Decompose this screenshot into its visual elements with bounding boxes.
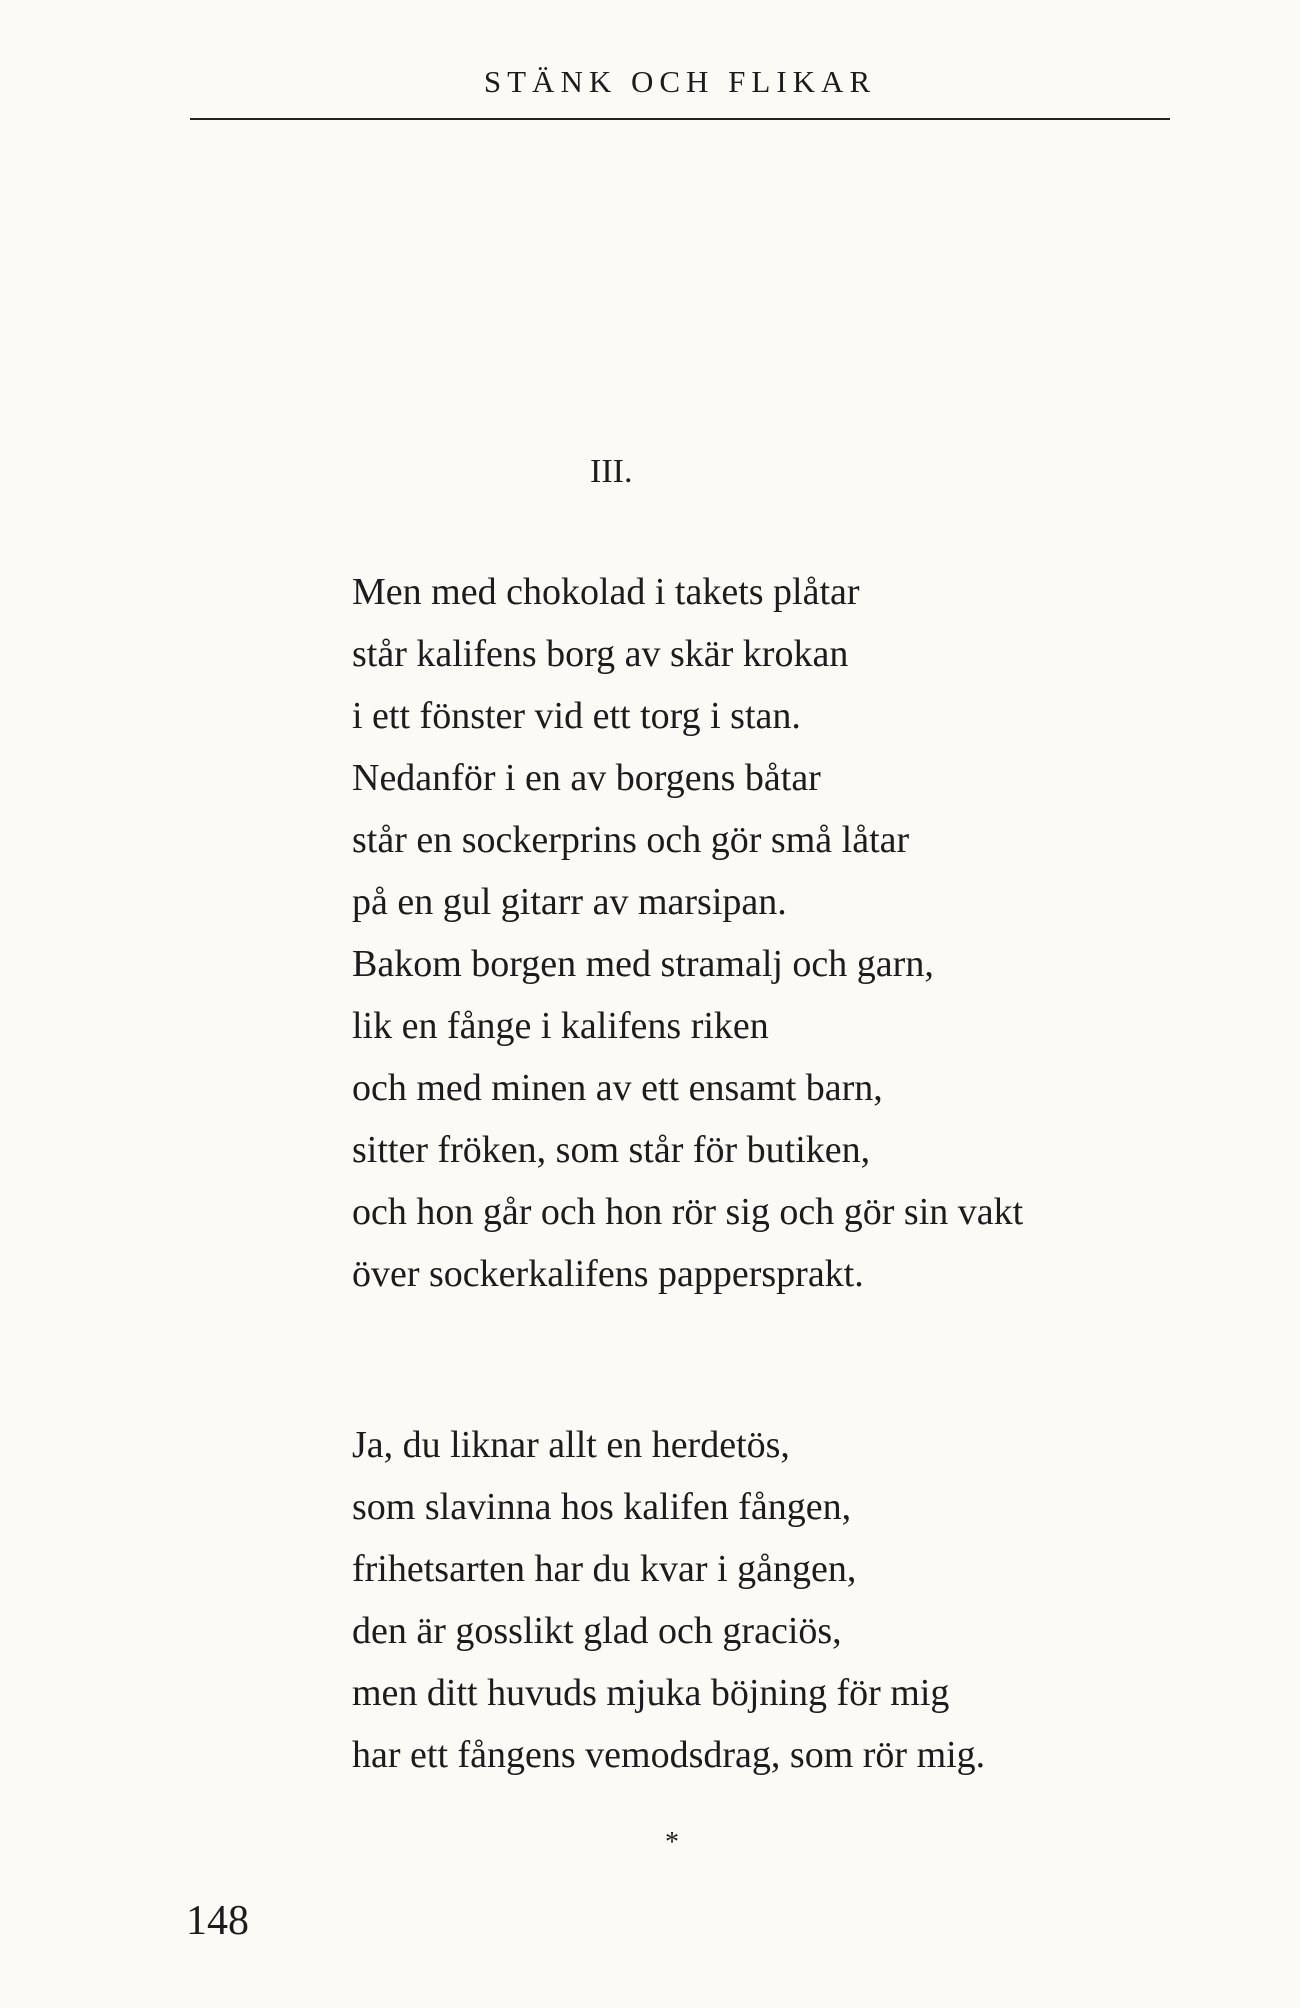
verse-line: i ett fönster vid ett torg i stan. xyxy=(352,695,801,737)
verse-line: Ja, du liknar allt en herdetös, xyxy=(352,1424,790,1466)
verse-line: över sockerkalifens pappersprakt. xyxy=(352,1253,864,1295)
verse-line: och med minen av ett ensamt barn, xyxy=(352,1067,883,1109)
verse-line: Men med chokolad i takets plåtar xyxy=(352,571,860,613)
stanza-1 xyxy=(352,561,1192,1305)
verse-line: men ditt huvuds mjuka böjning för mig xyxy=(352,1672,950,1714)
verse-line: Nedanför i en av borgens båtar xyxy=(352,757,821,799)
verse-line: lik en fånge i kalifens riken xyxy=(352,1005,769,1047)
running-head: STÄNK OCH FLIKAR xyxy=(483,64,877,99)
section-ornament: * xyxy=(665,1827,679,1858)
verse-line: frihetsarten har du kvar i gången, xyxy=(352,1548,857,1590)
stanza-2 xyxy=(352,1414,1192,1786)
section-number: III. xyxy=(590,453,633,490)
verse-line: på en gul gitarr av marsipan. xyxy=(352,881,787,923)
page-number: 148 xyxy=(186,1898,249,1944)
verse-line: står kalifens borg av skär krokan xyxy=(352,633,849,675)
verse-line: har ett fångens vemodsdrag, som rör mig. xyxy=(352,1734,986,1776)
verse-line: och hon går och hon rör sig och gör sin vakt xyxy=(352,1191,1024,1233)
verse-line: står en sockerprins och gör små låtar xyxy=(352,819,910,861)
verse-line: som slavinna hos kalifen fången, xyxy=(352,1486,852,1528)
verse-line: sitter fröken, som står för butiken, xyxy=(352,1129,871,1171)
verse-line: Bakom borgen med stramalj och garn, xyxy=(352,943,934,985)
verse-line: den är gosslikt glad och graciös, xyxy=(352,1610,842,1652)
header-rule xyxy=(190,118,1170,120)
